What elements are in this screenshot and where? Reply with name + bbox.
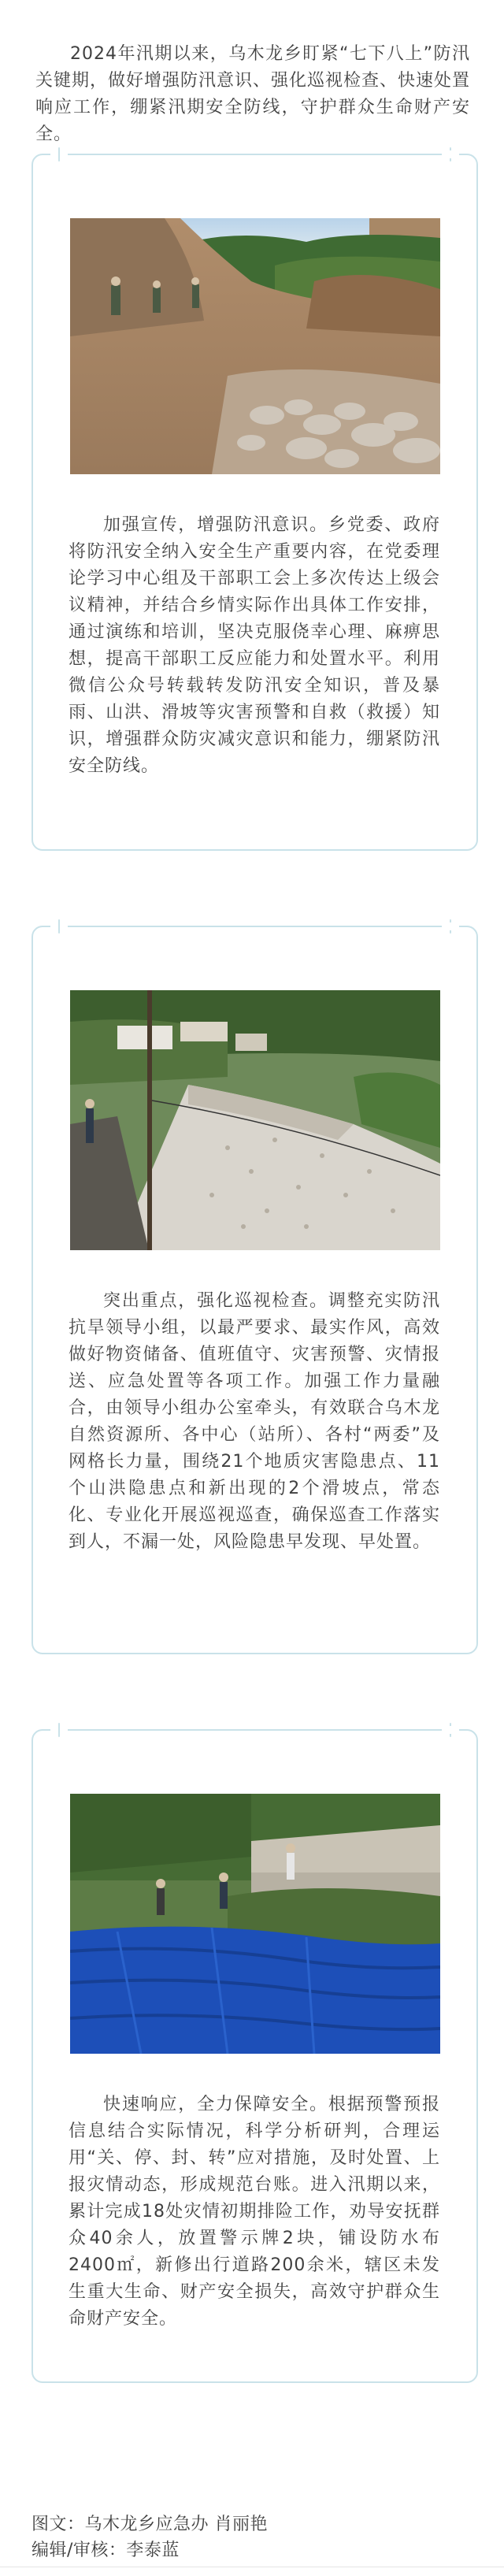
section-3-text: 快速响应，全力保障安全。根据预警预报信息结合实际情况，科学分析研判，合理运用“关、停、封、转”应对措施，及时处置、上报灾情动态，形成规范台账。进入汛期以来，累计完成18处灾情初期排险工作，劝导安抚群众40余人，放置警示牌2块，铺设防水布2400㎡，新修出行道路200余米，辖区未发生重大生命、财产安全损失，高效守护群众生命财产安全。 <box>69 2095 440 2329</box>
credits <box>32 2511 268 2563</box>
section-card-2 <box>32 926 478 1654</box>
section-card-3 <box>32 1729 478 2383</box>
intro-paragraph: 2024年汛期以来，乌木龙乡盯紧“七下八上”防汛关键期，做好增强防汛意识、强化巡视检查、快速处置响应工作，绷紧汛期安全防线，守护群众生命财产安全。 <box>35 44 471 144</box>
section-card-1 <box>32 154 478 851</box>
editor-credit: 编辑/审核：李泰蓝 <box>32 2541 180 2560</box>
landslide-site-photo <box>70 218 440 474</box>
section-2-text: 突出重点，强化巡视检查。调整充实防汛抗旱领导小组，以最严要求、最实作风，高效做好物资储备、值班值守、灾害预警、灾情报送、应急处置等各项工作。加强工作力量融合，由领导小组办公室牵头，有效联合乌木龙自然资源所、各中心（站所）、各村“两委”及网格长力量，围绕21个地质灾害隐患点、11个山洪隐患点和新出现的2个滑坡点，常态化、专业化开展巡视巡查，确保巡查工作落实到人，不漏一处，风险隐患早发现、早处置。 <box>69 1291 440 1552</box>
section-1-text: 加强宣传，增强防汛意识。乡党委、政府将防汛安全纳入安全生产重要内容，在党委理论学习中心组及干部职工会上多次传达上级会议精神，并结合乡情实际作出具体工作安排，通过演练和培训，坚决克服侥幸心理、麻痹思想，提高干部职工反应能力和处置水平。利用微信公众号转载转发防汛安全知识，普及暴雨、山洪、滑坡等灾害预警和自救（救援）知识，增强群众防灾减灾意识和能力，绷紧防汛安全防线。 <box>69 515 440 776</box>
tarp-covering-photo <box>70 1794 440 2054</box>
photo-text-credit: 图文：乌木龙乡应急办 肖丽艳 <box>32 2515 268 2534</box>
slope-inspection-photo <box>70 990 440 1250</box>
